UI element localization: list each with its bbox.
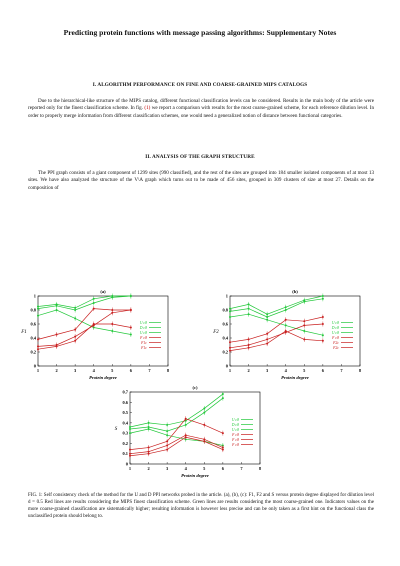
- data-point: [229, 350, 231, 352]
- data-point: [93, 298, 95, 300]
- legend-label: F2c: [333, 341, 339, 345]
- data-point: [111, 312, 113, 314]
- y-tick-label: 0.2: [30, 349, 36, 355]
- data-point: [129, 455, 131, 457]
- section-2-paragraph: The PPI graph consists of a giant component of 1299 sites (990 classified), and the rest of the sites are grouped into 184 smaller isolated components of at most 13 sites. We have also analyzed the structure of the V\A graph which turns out to be made of 456 sites, grouped in 309 clusters of size at most 27. Details on the composition of: [28, 170, 374, 191]
- data-point: [148, 428, 150, 430]
- y-tick-label: 0: [33, 363, 36, 369]
- chart-panel-3: [115, 385, 262, 478]
- series-line: [230, 331, 323, 351]
- data-point: [303, 324, 305, 326]
- y-tick-label: 0.6: [122, 399, 128, 405]
- y-tick-label: 0.4: [30, 335, 36, 341]
- data-point: [166, 424, 168, 426]
- series-line: [38, 309, 131, 340]
- data-point: [266, 319, 268, 321]
- data-point: [266, 333, 268, 335]
- y-tick-label: 1: [33, 293, 36, 299]
- x-tick-label: 2: [55, 368, 58, 373]
- y-tick-label: 0.6: [222, 321, 228, 327]
- data-point: [322, 334, 324, 336]
- x-tick-label: 7: [340, 368, 343, 373]
- x-tick-label: 8: [166, 368, 170, 373]
- data-point: [322, 298, 324, 300]
- panel-label: (c): [192, 385, 198, 390]
- data-point: [203, 412, 205, 414]
- legend-label: F c8: [140, 336, 147, 340]
- data-point: [56, 334, 58, 336]
- data-point: [56, 305, 58, 307]
- data-point: [203, 424, 205, 426]
- data-point: [130, 327, 132, 329]
- series-line: [38, 310, 131, 346]
- x-tick-label: 1: [36, 368, 40, 373]
- data-point: [166, 430, 168, 432]
- paper-title: Predicting protein functions with message passing algorithms: Supplementary Notes: [63, 28, 337, 37]
- x-tick-label: 6: [129, 368, 132, 373]
- data-point: [285, 324, 287, 326]
- y-tick-label: 0.8: [222, 307, 228, 313]
- data-point: [222, 393, 224, 395]
- x-tick-label: 8: [258, 466, 262, 471]
- data-point: [229, 310, 231, 312]
- data-point: [74, 340, 76, 342]
- data-point: [266, 338, 268, 340]
- series-line: [230, 317, 323, 342]
- data-point: [248, 303, 250, 305]
- y-tick-label: 0.5: [122, 410, 128, 416]
- data-point: [130, 309, 132, 311]
- section-1-text-a: Due to the hierarchical-like structure of the MIPS catalog, different functional classification levels can be considered. Results in the main body of the article were reported only for the finest classification scheme. In fig.: [28, 98, 374, 112]
- x-tick-label: 3: [166, 466, 169, 471]
- x-tick-label: 3: [74, 368, 77, 373]
- data-point: [229, 341, 231, 343]
- data-point: [129, 432, 131, 434]
- figure-reference-link[interactable]: (1): [144, 105, 151, 112]
- series-line: [230, 324, 323, 348]
- data-point: [185, 418, 187, 420]
- data-point: [185, 424, 187, 426]
- y-tick-label: 0: [125, 461, 128, 467]
- figure-caption: FIG. 1: Self consistency check of the method for the U and D PPI networks probed in the article. (a), (b), (c): F1, F2 and S versus protein degree displayed for dilution level d = 0.5 Red lines are results considering the MIPS finest classification scheme. Green lines are results considering the most coarse-grained one. Indicators values on the more coarse-grained classification are sistematically higher; resulting information is however less precise and can be only taken as a first hint on the functional class the unclassified protein should belong to.: [28, 493, 374, 520]
- y-tick-label: 0.4: [222, 335, 228, 341]
- data-point: [229, 316, 231, 318]
- chart-panel-2: [212, 289, 362, 380]
- data-point: [129, 428, 131, 430]
- x-tick-label: 7: [148, 368, 151, 373]
- figure-1: [0, 286, 400, 486]
- data-point: [322, 340, 324, 342]
- data-point: [303, 301, 305, 303]
- data-point: [303, 320, 305, 322]
- data-point: [322, 316, 324, 318]
- x-axis-label: Protein degree: [281, 375, 309, 380]
- data-point: [37, 308, 39, 310]
- data-point: [285, 330, 287, 332]
- data-point: [222, 397, 224, 399]
- data-point: [303, 330, 305, 332]
- data-point: [166, 444, 168, 446]
- x-tick-label: 8: [358, 368, 362, 373]
- series-line: [130, 435, 223, 454]
- data-point: [285, 319, 287, 321]
- series-line: [38, 296, 131, 308]
- data-point: [203, 440, 205, 442]
- legend-label: U c8: [139, 331, 147, 335]
- legend-label: F1c: [141, 341, 147, 345]
- data-point: [56, 309, 58, 311]
- y-axis-label: F2: [213, 330, 219, 335]
- data-point: [37, 338, 39, 340]
- data-point: [56, 345, 58, 347]
- panel-label: (a): [100, 289, 106, 294]
- x-tick-label: 6: [221, 466, 224, 471]
- x-tick-label: 7: [240, 466, 243, 471]
- panel-label: (b): [292, 289, 298, 294]
- x-tick-label: 2: [147, 466, 150, 471]
- data-point: [248, 338, 250, 340]
- data-point: [166, 434, 168, 436]
- x-tick-label: 5: [303, 368, 306, 373]
- section-1-paragraph: [28, 98, 374, 120]
- y-tick-label: 0.1: [122, 451, 128, 457]
- data-point: [111, 296, 113, 298]
- x-tick-label: 5: [203, 466, 206, 471]
- data-point: [93, 308, 95, 310]
- data-point: [303, 338, 305, 340]
- data-point: [148, 453, 150, 455]
- legend-label: D c8: [139, 326, 147, 330]
- y-tick-label: 0.8: [30, 307, 36, 313]
- data-point: [285, 309, 287, 311]
- legend-label: F c8: [232, 442, 239, 447]
- y-tick-label: 0: [225, 363, 228, 369]
- data-point: [74, 317, 76, 319]
- y-tick-label: 0.7: [122, 389, 128, 395]
- series-line: [230, 299, 323, 317]
- y-tick-label: 0.2: [122, 440, 128, 446]
- data-point: [148, 447, 150, 449]
- data-point: [130, 295, 132, 297]
- data-point: [148, 422, 150, 424]
- data-point: [322, 323, 324, 325]
- data-point: [111, 323, 113, 325]
- legend-label: U c8: [139, 321, 147, 325]
- data-point: [74, 309, 76, 311]
- data-point: [166, 449, 168, 451]
- plot-frame: [230, 296, 360, 366]
- data-point: [222, 449, 224, 451]
- legend-label: U c8: [331, 331, 339, 335]
- data-point: [37, 348, 39, 350]
- legend-label: F1c: [141, 346, 147, 350]
- legend-label: U c8: [331, 321, 339, 325]
- series-line: [230, 296, 323, 314]
- data-point: [93, 302, 95, 304]
- data-point: [93, 323, 95, 325]
- x-tick-label: 4: [92, 368, 95, 373]
- legend-label: F c8: [332, 336, 339, 340]
- y-tick-label: 0.4: [122, 420, 128, 426]
- chart-panel-1: [20, 289, 170, 380]
- x-axis-label: Protein degree: [89, 375, 117, 380]
- legend-label: F c8: [232, 437, 239, 442]
- data-point: [185, 436, 187, 438]
- legend-label: U c8: [231, 417, 239, 422]
- x-tick-label: 2: [247, 368, 250, 373]
- y-tick-label: 1: [225, 293, 228, 299]
- x-tick-label: 4: [284, 368, 287, 373]
- x-tick-label: 1: [128, 466, 132, 471]
- data-point: [37, 315, 39, 317]
- legend-label: F c8: [232, 432, 239, 437]
- x-axis-label: Protein degree: [181, 473, 209, 478]
- data-point: [266, 343, 268, 345]
- y-axis-label: S: [114, 427, 118, 432]
- x-tick-label: 5: [111, 368, 114, 373]
- data-point: [203, 407, 205, 409]
- y-tick-label: 0.3: [122, 430, 128, 436]
- data-point: [129, 449, 131, 451]
- x-tick-label: 4: [184, 466, 187, 471]
- data-point: [130, 334, 132, 336]
- legend-label: D c8: [231, 422, 239, 427]
- series-line: [130, 419, 223, 450]
- data-point: [222, 432, 224, 434]
- data-point: [74, 329, 76, 331]
- section-1-text-b: we report a comparison with results for the most coarse-grained scheme, for each reference dilution level. In order to properly merge information from different classification schemes, one would need a generalized notion of distance between functional categories.: [28, 105, 375, 119]
- data-point: [166, 440, 168, 442]
- section-heading-2: II. ANALYSIS OF THE GRAPH STRUCTURE: [145, 154, 255, 160]
- series-line: [130, 394, 223, 427]
- data-point: [248, 347, 250, 349]
- y-tick-label: 0.6: [30, 321, 36, 327]
- y-axis-label: F1: [21, 330, 27, 335]
- legend-label: D c8: [331, 326, 339, 330]
- series-line: [130, 398, 223, 431]
- legend-label: U c8: [231, 427, 239, 432]
- legend-label: F2c: [333, 346, 339, 350]
- x-tick-label: 6: [321, 368, 324, 373]
- y-tick-label: 0.2: [222, 349, 228, 355]
- section-heading-1: I. ALGORITHM PERFORMANCE ON FINE AND COARSE-GRAINED MIPS CATALOGS: [92, 82, 308, 88]
- x-tick-label: 1: [228, 368, 232, 373]
- data-point: [248, 313, 250, 315]
- data-point: [74, 336, 76, 338]
- data-point: [111, 330, 113, 332]
- data-point: [248, 308, 250, 310]
- plot-frame: [38, 296, 168, 366]
- x-tick-label: 3: [266, 368, 269, 373]
